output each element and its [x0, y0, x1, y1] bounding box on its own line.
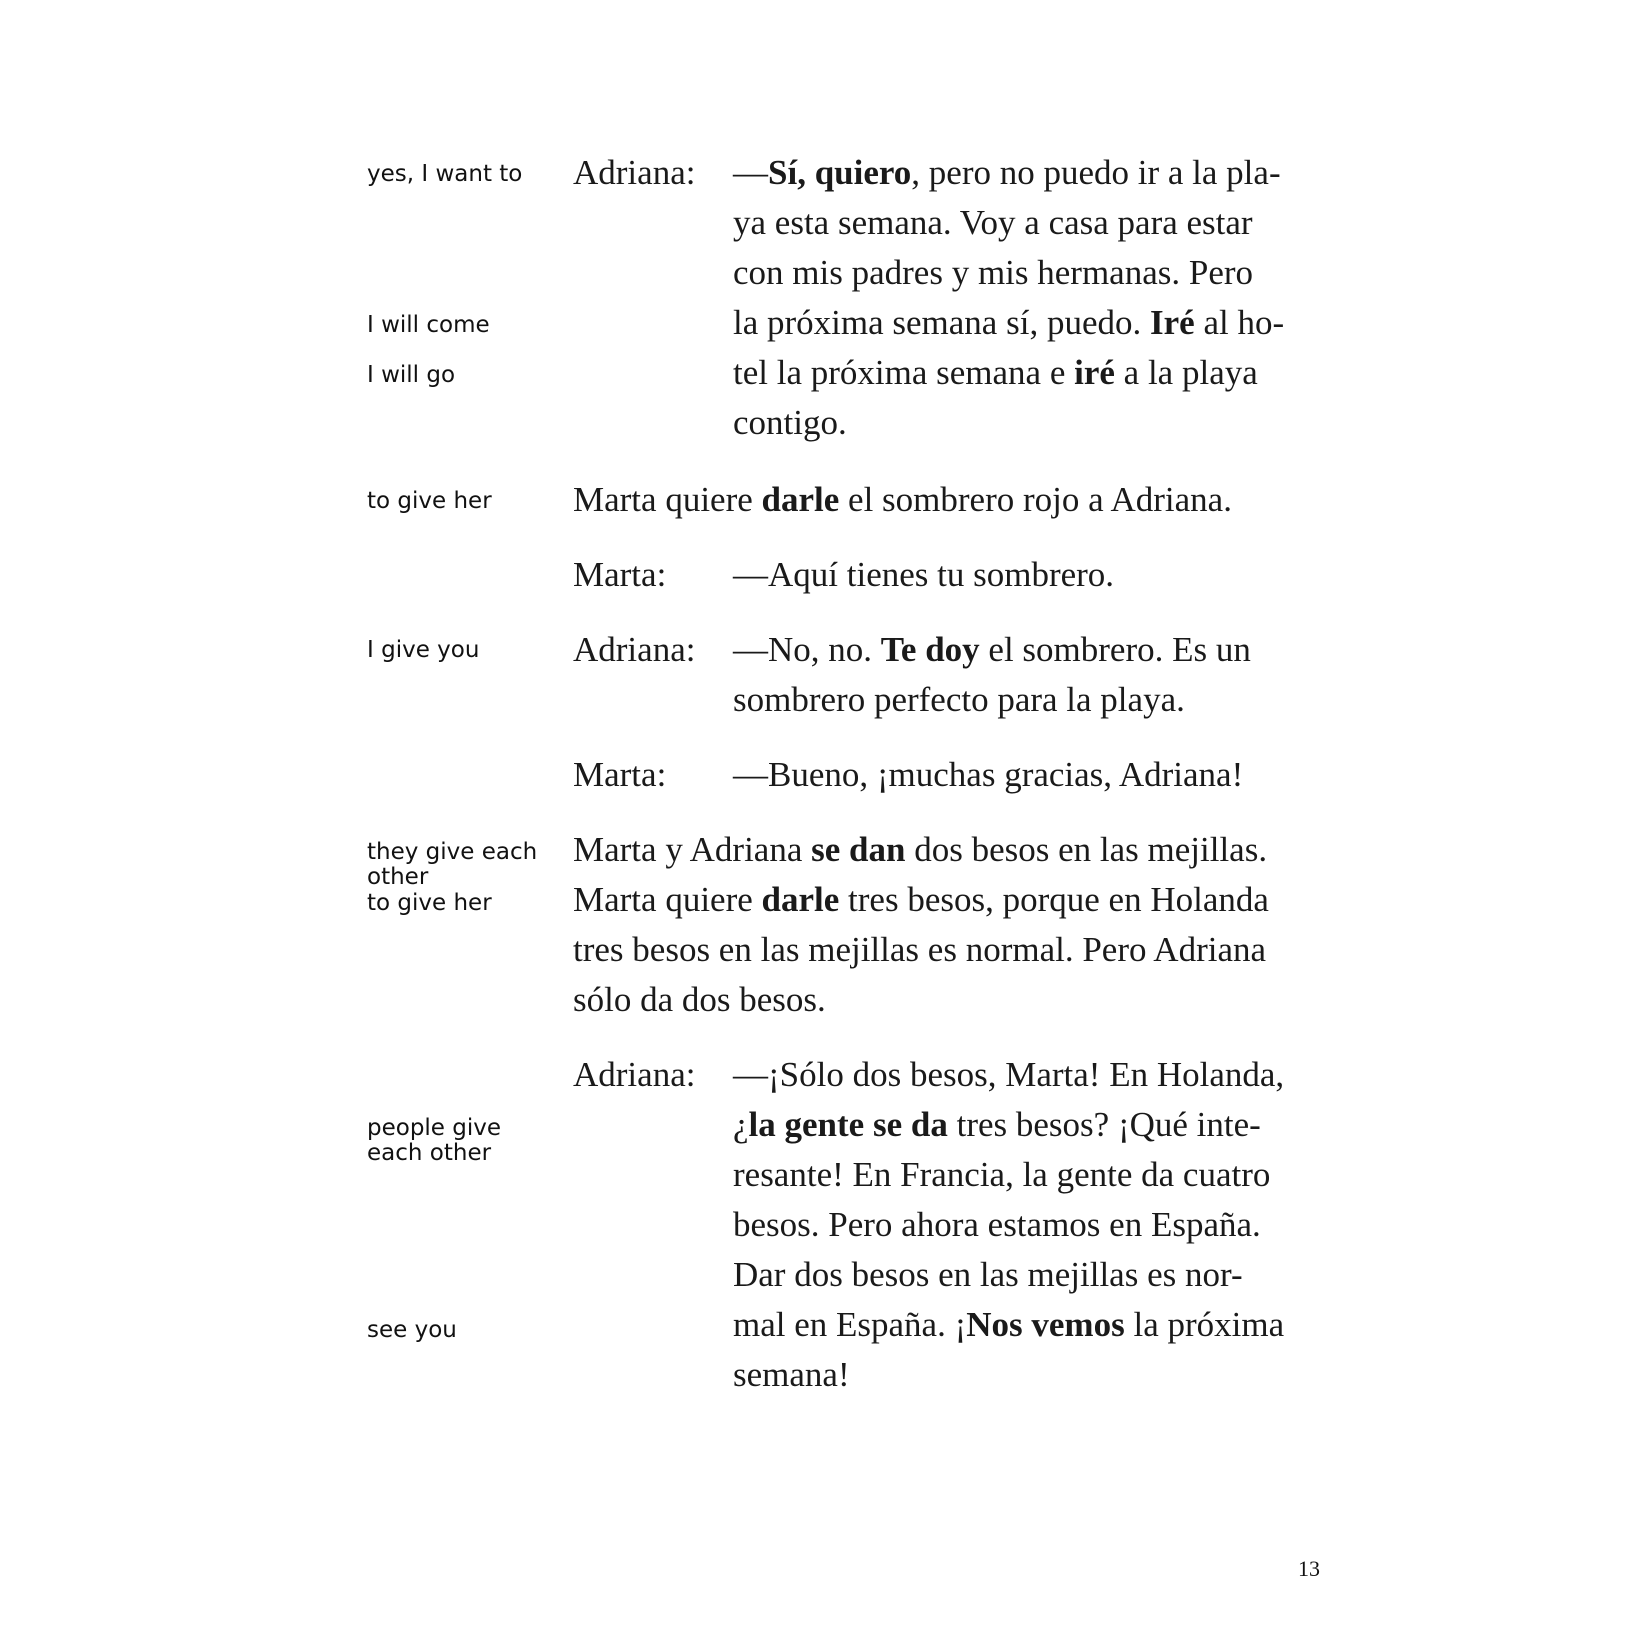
text-run: ¿: [733, 1105, 749, 1144]
gloss-to-give-her-2: to give her: [367, 890, 492, 916]
text-run: contigo.: [733, 403, 847, 442]
text-run: resante! En Francia, la gente da cuatro: [733, 1155, 1271, 1194]
gloss-yes-i-want-to: yes, I want to: [367, 161, 523, 187]
text-run: —: [733, 153, 768, 192]
dialogue-line: [733, 353, 1258, 393]
text-run: con mis padres y mis hermanas. Pero: [733, 253, 1254, 292]
text-run: Marta quiere: [573, 480, 762, 519]
narration-line: [573, 980, 826, 1020]
glossed-term: Nos vemos: [966, 1305, 1125, 1344]
text-run: tres besos? ¡Qué inte-: [947, 1105, 1261, 1144]
narration-line: [573, 480, 1232, 520]
gloss-see-you: see you: [367, 1317, 457, 1343]
text-run: a la playa: [1114, 353, 1258, 392]
glossed-term: darle: [761, 480, 840, 519]
dialogue-line: [733, 630, 1251, 670]
dialogue-line: [733, 1055, 1284, 1095]
gloss-other: other: [367, 864, 429, 890]
text-run: sólo da dos besos.: [573, 980, 826, 1019]
text-run: el sombrero. Es un: [979, 630, 1251, 669]
dialogue-line: [733, 253, 1253, 293]
glossed-term: la gente se da: [748, 1105, 948, 1144]
dialogue-line: [733, 403, 847, 443]
glossed-term: se dan: [811, 830, 906, 869]
gloss-they-give-each: they give each: [367, 839, 538, 865]
gloss-i-will-go: I will go: [367, 362, 456, 388]
text-run: —No, no.: [733, 630, 881, 669]
text-run: ya esta semana. Voy a casa para estar: [733, 203, 1253, 242]
text-run: tres besos, porque en Holanda: [839, 880, 1269, 919]
speaker-label: Adriana:: [573, 1055, 696, 1094]
text-run: besos. Pero ahora estamos en España.: [733, 1205, 1261, 1244]
narration-line: [573, 880, 1269, 920]
text-run: la próxima semana sí, puedo.: [733, 303, 1150, 342]
narration-line: [573, 930, 1266, 970]
text-run: tres besos en las mejillas es normal. Pero Adriana: [573, 930, 1267, 969]
glossed-term: Te doy: [880, 630, 980, 669]
glossed-term: Iré: [1149, 303, 1195, 342]
glossed-term: Sí, quiero: [768, 153, 912, 192]
text-run: sombrero perfecto para la playa.: [733, 680, 1185, 719]
dialogue-line: [733, 203, 1253, 243]
gloss-i-give-you: I give you: [367, 637, 480, 663]
text-run: —Aquí tienes tu sombrero.: [733, 555, 1115, 594]
speaker-label: Marta:: [573, 555, 667, 594]
text-run: Marta quiere: [573, 880, 762, 919]
dialogue-line: [733, 153, 1281, 193]
text-run: Dar dos besos en las mejillas es nor-: [733, 1255, 1243, 1294]
page-number: 13: [1298, 1556, 1320, 1581]
text-run: al ho-: [1194, 303, 1285, 342]
gloss-i-will-come: I will come: [367, 312, 490, 338]
dialogue-line: [733, 303, 1284, 343]
speaker-label: Adriana:: [573, 153, 696, 192]
text-run: —Bueno, ¡muchas gracias, Adriana!: [733, 755, 1244, 794]
text-run: semana!: [733, 1355, 850, 1394]
dialogue-line: [733, 555, 1114, 595]
text-run: la próxima: [1124, 1305, 1285, 1344]
dialogue-line: [733, 1205, 1261, 1245]
speaker-label: Marta:: [573, 755, 667, 794]
glossed-term: darle: [761, 880, 840, 919]
text-run: —¡Sólo dos besos, Marta! En Holanda,: [733, 1055, 1285, 1094]
text-run: tel la próxima semana e: [733, 353, 1075, 392]
gloss-to-give-her: to give her: [367, 488, 492, 514]
text-run: el sombrero rojo a Adriana.: [839, 480, 1232, 519]
dialogue-line: [733, 755, 1243, 795]
narration-line: [573, 830, 1267, 870]
dialogue-line: [733, 1355, 850, 1395]
text-run: , pero no puedo ir a la pla-: [911, 153, 1281, 192]
gloss-people-give: people give: [367, 1115, 502, 1141]
text-run: Marta y Adriana: [573, 830, 812, 869]
gloss-each-other: each other: [367, 1140, 492, 1166]
text-run: mal en España. ¡: [733, 1305, 967, 1344]
glossed-term: iré: [1074, 353, 1115, 392]
dialogue-line: [733, 1255, 1243, 1295]
dialogue-line: [733, 1305, 1284, 1345]
dialogue-line: [733, 1105, 1261, 1145]
dialogue-line: [733, 680, 1185, 720]
text-run: dos besos en las mejillas.: [905, 830, 1268, 869]
dialogue-line: [733, 1155, 1270, 1195]
speaker-label: Adriana:: [573, 630, 696, 669]
